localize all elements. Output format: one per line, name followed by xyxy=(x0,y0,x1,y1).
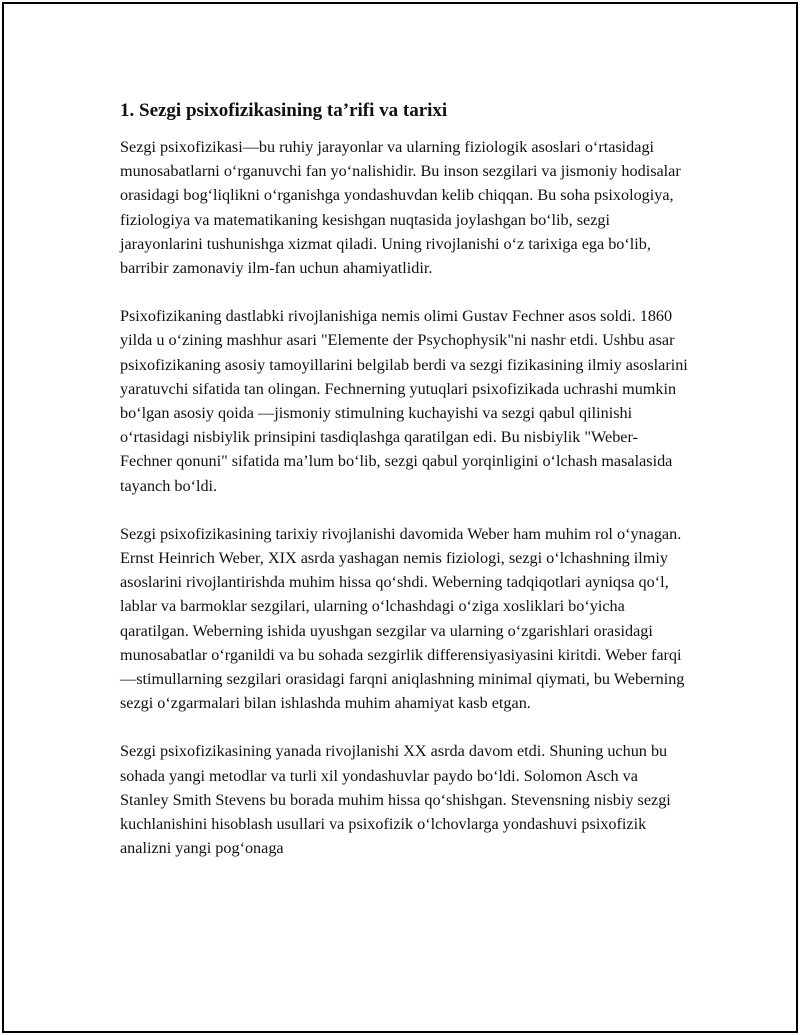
document-page xyxy=(2,2,798,1033)
paragraph-definition: Sezgi psixofizikasi—bu ruhiy jarayonlar va ularning fiziologik asoslari o‘rtasidagi munosabatlarni o‘rganuvchi fan yo‘nalishidir. Bu inson sezgilari va jismoniy hodisalar orasidagi bog‘liqlikni o‘rganishga yondashuvdan kelib chiqqan. Bu soha psixologiya, fiziologiya va matematikaning kesishgan nuqtasida joylashgan bo‘lib, sezgi jarayonlarini tushunishga xizmat qiladi. Uning rivojlanishi o‘z tarixiga ega bo‘lib, barribir zamonaviy ilm-fan uchun ahamiyatlidir. xyxy=(120,138,681,278)
paragraph-weber: Sezgi psixofizikasining tarixiy rivojlanishi davomida Weber ham muhim rol o‘ynagan. Ernst Heinrich Weber, XIX asrda yashagan nemis fiziologi, sezgi o‘lchashning ilmiy asoslarini rivojlantirishda muhim hissa qo‘shdi. Weberning tadqiqotlari ayniqsa qo‘l, lablar va barmoklar sezgilari, ularning o‘lchashdagi o‘ziga xosliklari bo‘yicha qaratilgan. Weberning ishida uyushgan sezgilar va ularning o‘zgarishlari orasidagi munosabatlar o‘rganildi va bu sohada sezgirlik differensiyasiyasini kiritdi. Weber farqi—stimullarning sezgilari orasidagi farqni aniqlashning minimal qiymati, bu Weberning sezgi o‘zgarmalari bilan ishlashda muhim ahamiyat kasb etgan. xyxy=(120,524,685,713)
document-body xyxy=(120,98,690,884)
paragraph-fechner: Psixofizikaning dastlabki rivojlanishiga nemis olimi Gustav Fechner asos soldi. 1860 yilda u o‘zining mashhur asari "Elemente der Psychophysik"ni nashr etdi. Ushbu asar psixofizikaning asosiy tamoyillarini belgilab berdi va sezgi fizikasining ilmiy asoslarini yaratuvchi sifatida tan olingan. Fechnerning yutuqlari psixofizikada uchrashi mumkin bo‘lgan asosiy qoida —jismoniy stimulning kuchayishi va sezgi qabul qilinishi o‘rtasidagi nisbiylik prinsipini tasdiqlashga qaratilgan edi. Bu nisbiylik "Weber-Fechner qonuni" sifatida ma’lum bo‘lib, sezgi qabul yorqinligini o‘lchash masalasida tayanch bo‘ldi. xyxy=(120,307,688,495)
paragraph-twentieth-century: Sezgi psixofizikasining yanada rivojlanishi XX asrda davom etdi. Shuning uchun bu sohada yangi metodlar va turli xil yondashuvlar paydo bo‘ldi. Solomon Asch va Stanley Smith Stevens bu borada muhim hissa qo‘shishgan. Stevensning nisbiy sezgi kuchlanishini hisoblash usullari va psixofizik o‘lchovlarga yondashuvi psixofizik analizni yangi pog‘onaga xyxy=(120,742,671,858)
section-heading: 1. Sezgi psixofizikasining ta’rifi va tarixi xyxy=(120,100,448,121)
